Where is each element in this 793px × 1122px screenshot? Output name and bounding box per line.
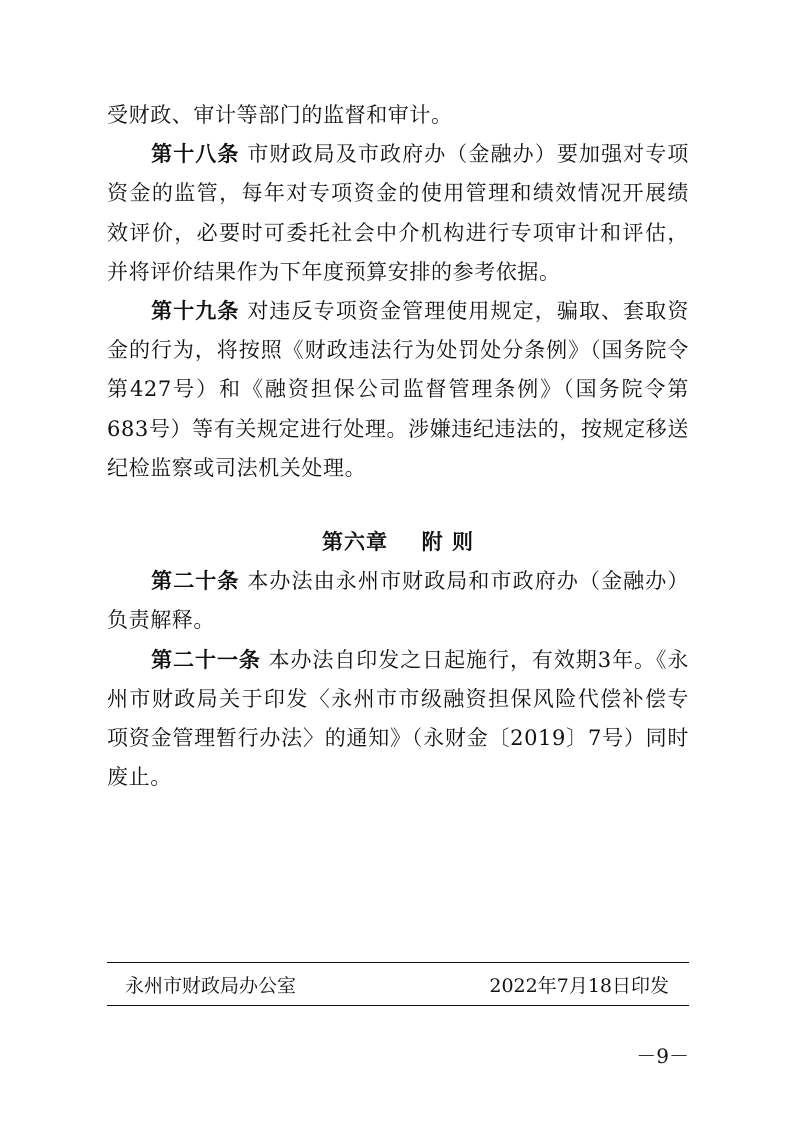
article-number: 第十八条 [151,142,240,167]
article-number: 第十九条 [151,299,240,324]
document-body [107,96,689,797]
article-text: 本办法自印发之日起施行，有效期3年。《永州市财政局关于印发〈永州市市级融资担保风险代偿补偿专项资金管理暂行办法〉的通知》（永财金〔2019〕7号）同时废止。 [107,647,690,790]
paragraph-text: 受财政、审计等部门的监督和审计。 [107,103,453,127]
article-number: 第二十一条 [151,647,261,672]
article-number: 第二十条 [151,569,240,594]
article-text: 本办法由永州市财政局和市政府办（金融办）负责解释。 [107,569,689,633]
article-21 [107,641,689,798]
article-text: 对违反专项资金管理使用规定，骗取、套取资金的行为，将按照《财政违法行为处罚处分条例》（国务院令第427号）和《融资担保公司监督管理条例》（国务院令第683号）等有关规定进行处理。涉嫌违纪违法的，按规定移送纪检监察或司法机关处理。 [107,299,689,480]
article-19 [107,292,689,488]
article-text: 市财政局及市政府办（金融办）要加强对专项资金的监管，每年对专项资金的使用管理和绩效情况开展绩效评价，必要时可委托社会中介机构进行专项审计和评估，并将评价结果作为下年度预算安排的参考依据。 [107,142,689,284]
chapter-number: 第六章 [322,530,389,555]
chapter-heading [107,523,689,562]
imprint-issuer: 永州市财政局办公室 [125,974,297,997]
chapter-title: 附 则 [421,530,474,555]
paragraph-continuation [107,96,689,135]
page-number: －9－ [636,1044,689,1068]
imprint-bar [107,962,689,1006]
article-20 [107,562,689,640]
imprint-date: 2022年7月18日印发 [489,974,669,997]
article-18 [107,135,689,292]
